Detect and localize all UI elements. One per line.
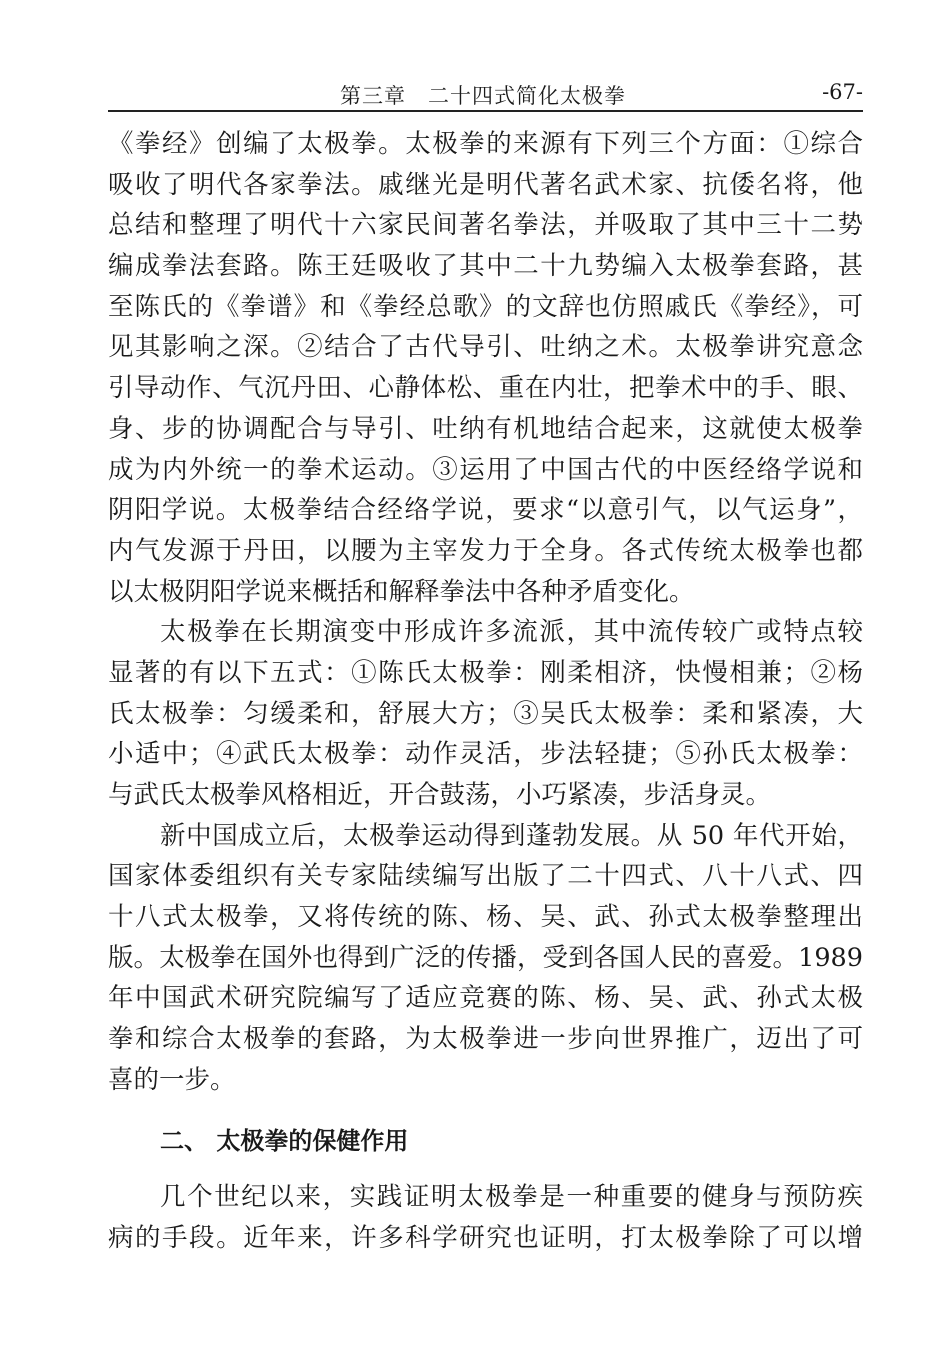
text-line: 以太极阴阳学说来概括和解释拳法中各种矛盾变化。 — [108, 576, 695, 607]
text-line: 十八式太极拳，又将传统的陈、杨、吴、武、孙式太极拳整理出 — [108, 902, 863, 933]
text-line: 见其影响之深。②结合了古代导引、吐纳之术。太极拳讲究意念 — [108, 332, 863, 363]
text-line: 小适中；④武氏太极拳：动作灵活，步法轻捷；⑤孙氏太极拳： — [108, 739, 863, 770]
text-line: 与武氏太极拳风格相近，开合鼓荡，小巧紧凑，步活身灵。 — [108, 780, 772, 810]
text-line: 拳和综合太极拳的套路，为太极拳进一步向世界推广，迈出了可 — [108, 1024, 863, 1055]
text-line: 编成拳法套路。陈王廷吸收了其中二十九势编入太极拳套路，甚 — [108, 251, 863, 282]
text-line: 《拳经》创编了太极拳。太极拳的来源有下列三个方面：①综合 — [108, 129, 863, 159]
header-rule — [108, 110, 863, 112]
text-line: 国家体委组织有关专家陆续编写出版了二十四式、八十八式、四 — [108, 861, 863, 892]
text-line: 总结和整理了明代十六家民间著名拳法，并吸取了其中三十二势 — [108, 210, 863, 241]
chapter-title: 第三章 二十四式简化太极拳 — [340, 84, 626, 108]
section-body-text — [108, 1177, 863, 1258]
text-line: 太极拳在长期演变中形成许多流派，其中流传较广或特点较 — [160, 617, 863, 648]
text-line: 新中国成立后，太极拳运动得到蓬勃发展。从 50 年代开始， — [160, 820, 863, 851]
text-line: 病的手段。近年来，许多科学研究也证明，打太极拳除了可以增 — [108, 1222, 863, 1253]
section-heading: 二、 太极拳的保健作用 — [160, 1127, 409, 1155]
text-line: 年中国武术研究院编写了适应竞赛的陈、杨、吴、武、孙式太极 — [108, 983, 863, 1014]
text-line: 成为内外统一的拳术运动。③运用了中国古代的中医经络学说和 — [108, 454, 863, 485]
text-line: 吸收了明代各家拳法。戚继光是明代著名武术家、抗倭名将，他 — [108, 169, 863, 200]
text-line: 内气发源于丹田，以腰为主宰发力于全身。各式传统太极拳也都 — [108, 535, 863, 566]
body-text — [108, 124, 863, 1101]
running-header — [108, 78, 863, 110]
text-line: 引导动作、气沉丹田、心静体松、重在内壮，把拳术中的手、眼、 — [108, 373, 863, 404]
text-line: 喜的一步。 — [108, 1064, 236, 1095]
text-line: 氏太极拳：匀缓柔和，舒展大方；③吴氏太极拳：柔和紧凑，大 — [108, 698, 863, 729]
text-line: 至陈氏的《拳谱》和《拳经总歌》的文辞也仿照戚氏《拳经》，可 — [108, 291, 863, 322]
text-line: 几个世纪以来，实践证明太极拳是一种重要的健身与预防疾 — [160, 1182, 863, 1212]
page-number: -67- — [822, 80, 863, 104]
text-line: 版。太极拳在国外也得到广泛的传播，受到各国人民的喜爱。1989 — [108, 942, 863, 973]
text-line: 阴阳学说。太极拳结合经络学说，要求“以意引气，以气运身”， — [108, 495, 863, 526]
text-line: 身、步的协调配合与导引、吐纳有机地结合起来，这就使太极拳 — [108, 413, 863, 444]
text-line: 显著的有以下五式：①陈氏太极拳：刚柔相济，快慢相兼；②杨 — [108, 657, 863, 688]
